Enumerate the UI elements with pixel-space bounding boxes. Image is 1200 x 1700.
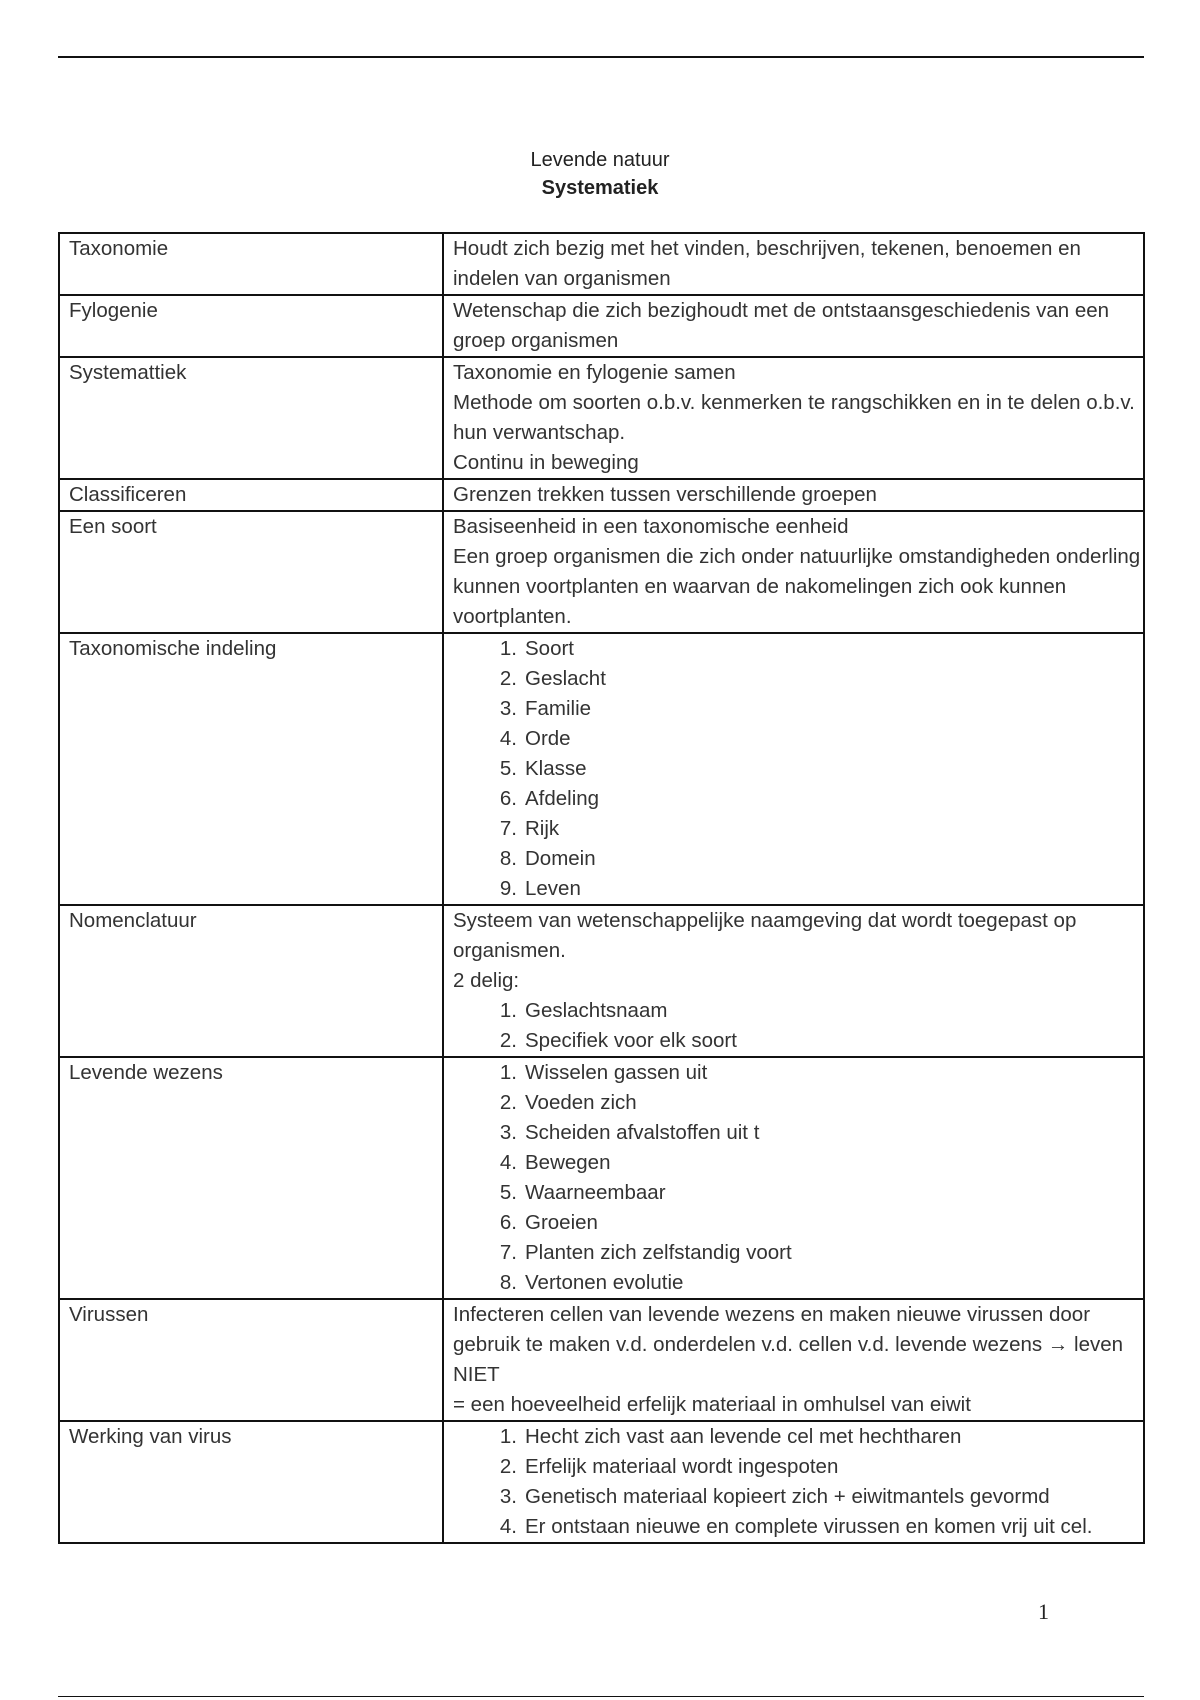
list-item	[453, 634, 1143, 664]
list-item-number: 1.	[499, 637, 517, 660]
list-item	[453, 754, 1143, 784]
list-item-number: 3.	[499, 1121, 517, 1144]
definition-line: Continu in beweging	[453, 451, 639, 474]
table-row	[59, 295, 1144, 357]
definition-line: Houdt zich bezig met het vinden, beschrijven, tekenen, benoemen en indelen van organismen	[453, 237, 1081, 290]
list-item-number: 4.	[499, 1151, 517, 1174]
list-item-number: 3.	[499, 697, 517, 720]
list-item	[453, 1238, 1143, 1268]
list-item	[453, 784, 1143, 814]
table-row	[59, 1421, 1144, 1543]
term-cell: Systemattiek	[59, 357, 443, 479]
list-item-text: Genetisch materiaal kopieert zich + eiwitmantels gevormd	[525, 1485, 1050, 1508]
title-block	[0, 146, 1200, 202]
definition-cell	[443, 1421, 1144, 1543]
list-item-text: Erfelijk materiaal wordt ingespoten	[525, 1455, 839, 1478]
table-row	[59, 1299, 1144, 1421]
list-item-number: 4.	[499, 727, 517, 750]
term-cell: Werking van virus	[59, 1421, 443, 1543]
list-item-text: Geslachtsnaam	[525, 999, 668, 1022]
table-row	[59, 479, 1144, 511]
term-cell: Een soort	[59, 511, 443, 633]
list-item	[453, 1452, 1143, 1482]
header-rule	[58, 56, 1144, 58]
list-item	[453, 814, 1143, 844]
term-cell: Virussen	[59, 1299, 443, 1421]
list-item-number: 2.	[499, 1029, 517, 1052]
definition-line: Infecteren cellen van levende wezens en maken nieuwe virussen door gebruik te maken v.d. onderdelen v.d. cellen v.d. levende wezens → leven NIET	[453, 1303, 1124, 1386]
list-item	[453, 1178, 1143, 1208]
table-row	[59, 357, 1144, 479]
list-item-number: 1.	[499, 999, 517, 1022]
list-item-text: Familie	[525, 697, 592, 720]
term-cell: Fylogenie	[59, 295, 443, 357]
list-item	[453, 1026, 1143, 1056]
definition-cell	[443, 357, 1144, 479]
list-item	[453, 874, 1143, 904]
definition-cell	[443, 1299, 1144, 1421]
table-row	[59, 905, 1144, 1057]
list-item-text: Planten zich zelfstandig voort	[525, 1241, 792, 1264]
definition-line: = een hoeveelheid erfelijk materiaal in omhulsel van eiwit	[453, 1393, 971, 1416]
definitions-table	[58, 232, 1145, 1544]
list-item-number: 2.	[499, 1455, 517, 1478]
list-item	[453, 1482, 1143, 1512]
list-item-text: Hecht zich vast aan levende cel met hechtharen	[525, 1425, 962, 1448]
list-item-text: Geslacht	[525, 667, 606, 690]
list-item-number: 5.	[499, 757, 517, 780]
definition-cell	[443, 479, 1144, 511]
list-item	[453, 724, 1143, 754]
list-item-number: 9.	[499, 877, 517, 900]
list-item-text: Specifiek voor elk soort	[525, 1029, 737, 1052]
definition-cell	[443, 1057, 1144, 1299]
definition-line: Wetenschap die zich bezighoudt met de ontstaansgeschiedenis van een groep organismen	[453, 299, 1110, 352]
list-item-text: Groeien	[525, 1211, 598, 1234]
list-item	[453, 664, 1143, 694]
definition-line: Taxonomie en fylogenie samen	[453, 361, 736, 384]
list-item-text: Rijk	[525, 817, 560, 840]
list-item-number: 7.	[499, 817, 517, 840]
document-title: Levende natuur	[530, 149, 670, 171]
table-row	[59, 511, 1144, 633]
numbered-list	[453, 1058, 1143, 1298]
list-item	[453, 1422, 1143, 1452]
list-item-number: 1.	[499, 1061, 517, 1084]
list-item-number: 6.	[499, 787, 517, 810]
definitions-table-body	[59, 233, 1144, 1543]
list-item	[453, 996, 1143, 1026]
list-item-number: 6.	[499, 1211, 517, 1234]
list-item-number: 8.	[499, 1271, 517, 1294]
list-item-number: 4.	[499, 1515, 517, 1538]
numbered-list	[453, 996, 1143, 1056]
definition-cell	[443, 633, 1144, 905]
list-item-text: Scheiden afvalstoffen uit t	[525, 1121, 760, 1144]
table-row	[59, 633, 1144, 905]
list-item-text: Klasse	[525, 757, 587, 780]
list-item-text: Waarneembaar	[525, 1181, 666, 1204]
footer-rule	[58, 1696, 1144, 1697]
list-item	[453, 1208, 1143, 1238]
list-item-text: Orde	[525, 727, 571, 750]
numbered-list	[453, 634, 1143, 904]
list-item-text: Voeden zich	[525, 1091, 637, 1114]
definition-line: Grenzen trekken tussen verschillende groepen	[453, 483, 877, 506]
list-item	[453, 694, 1143, 724]
definition-line: 2 delig:	[453, 969, 520, 992]
numbered-list	[453, 1422, 1143, 1542]
list-item-number: 3.	[499, 1485, 517, 1508]
list-item-text: Bewegen	[525, 1151, 611, 1174]
list-item-text: Domein	[525, 847, 596, 870]
document-subtitle: Systematiek	[541, 177, 659, 199]
list-item	[453, 1058, 1143, 1088]
list-item-text: Er ontstaan nieuwe en complete virussen en komen vrij uit cel.	[525, 1515, 1093, 1538]
list-item-text: Afdeling	[525, 787, 600, 810]
page-number: 1	[1038, 1599, 1049, 1624]
definition-cell	[443, 233, 1144, 295]
list-item	[453, 1512, 1143, 1542]
list-item	[453, 1088, 1143, 1118]
list-item-number: 8.	[499, 847, 517, 870]
list-item-number: 1.	[499, 1425, 517, 1448]
definition-cell	[443, 295, 1144, 357]
definition-line: Een groep organismen die zich onder natuurlijke omstandigheden onderling kunnen voortplanten en waarvan de nakomelingen zich ook kunnen voortplanten.	[453, 545, 1141, 628]
term-cell: Levende wezens	[59, 1057, 443, 1299]
definition-line: Methode om soorten o.b.v. kenmerken te rangschikken en in te delen o.b.v. hun verwantschap.	[453, 391, 1135, 444]
list-item	[453, 1148, 1143, 1178]
list-item-text: Soort	[525, 637, 574, 660]
term-cell: Nomenclatuur	[59, 905, 443, 1057]
list-item-number: 7.	[499, 1241, 517, 1264]
list-item-number: 2.	[499, 667, 517, 690]
term-cell: Classificeren	[59, 479, 443, 511]
list-item-text: Leven	[525, 877, 581, 900]
list-item	[453, 1268, 1143, 1298]
list-item	[453, 844, 1143, 874]
list-item	[453, 1118, 1143, 1148]
list-item-number: 5.	[499, 1181, 517, 1204]
term-cell: Taxonomische indeling	[59, 633, 443, 905]
definition-cell	[443, 905, 1144, 1057]
definition-line: Systeem van wetenschappelijke naamgeving dat wordt toegepast op organismen.	[453, 909, 1077, 962]
table-row	[59, 233, 1144, 295]
term-cell: Taxonomie	[59, 233, 443, 295]
list-item-text: Vertonen evolutie	[525, 1271, 684, 1294]
definition-cell	[443, 511, 1144, 633]
definition-line: Basiseenheid in een taxonomische eenheid	[453, 515, 849, 538]
list-item-number: 2.	[499, 1091, 517, 1114]
table-row	[59, 1057, 1144, 1299]
list-item-text: Wisselen gassen uit	[525, 1061, 708, 1084]
